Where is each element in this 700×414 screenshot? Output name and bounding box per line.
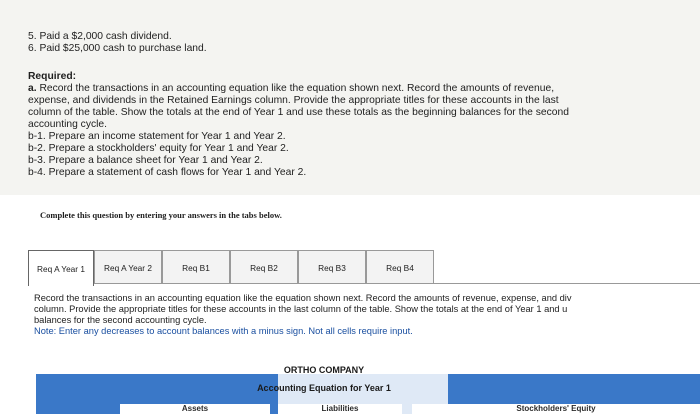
transaction-item-5: 5. Paid a $2,000 cash dividend.	[28, 31, 172, 42]
required-heading: Required:	[28, 71, 77, 82]
tab-bar	[28, 250, 700, 284]
req-b1: b-1. Prepare an income statement for Year 1 and Year 2.	[28, 131, 286, 142]
transaction-item-6: 6. Paid $25,000 cash to purchase land.	[28, 43, 207, 54]
req-a-line-2: expense, and dividends in the Retained Earnings column. Provide the appropriate titles for these accounts in the last	[28, 95, 559, 106]
req-b4: b-4. Prepare a statement of cash flows for Year 1 and Year 2.	[28, 167, 307, 178]
panel-text-line-1: Record the transactions in an accounting equation like the equation shown next. Record the amounts of revenue, expense, and div	[34, 293, 572, 303]
instructions-text: Complete this question by entering your answers in the tabs below.	[40, 210, 282, 220]
tab-req-b3[interactable]: Req B3	[298, 250, 366, 284]
panel-text-line-3: balances for the second accounting cycle.	[34, 315, 207, 325]
tab-req-a-year-1[interactable]: Req A Year 1	[28, 250, 94, 286]
req-b2: b-2. Prepare a stockholders' equity for Year 1 and Year 2.	[28, 143, 289, 154]
req-a-line-3: column of the table. Show the totals at the end of Year 1 and use these totals as the beginning balances for the second	[28, 107, 569, 118]
tab-req-a-year-2[interactable]: Req A Year 2	[94, 250, 162, 284]
tab-req-b4[interactable]: Req B4	[366, 250, 434, 284]
column-header-assets: Assets	[120, 404, 270, 414]
req-b3: b-3. Prepare a balance sheet for Year 1 and Year 2.	[28, 155, 263, 166]
panel-note: Note: Enter any decreases to account balances with a minus sign. Not all cells require input.	[34, 326, 413, 336]
tab-req-b2[interactable]: Req B2	[230, 250, 298, 284]
column-header-liabilities: Liabilities	[278, 404, 402, 414]
company-name: ORTHO COMPANY	[283, 365, 365, 375]
table-title: Accounting Equation for Year 1	[257, 383, 391, 393]
problem-statement-area	[0, 0, 700, 195]
panel-text-line-2: column. Provide the appropriate titles for these accounts in the last column of the table. Show the totals at the end of Year 1 and u	[34, 304, 568, 314]
column-header-stockholders-equity: Stockholders' Equity	[412, 404, 700, 414]
tab-req-b1[interactable]: Req B1	[162, 250, 230, 284]
req-a-line-4: accounting cycle.	[28, 119, 107, 130]
req-a-line-1: a. Record the transactions in an accounting equation like the equation shown next. Record the amounts of revenue,	[28, 83, 555, 94]
